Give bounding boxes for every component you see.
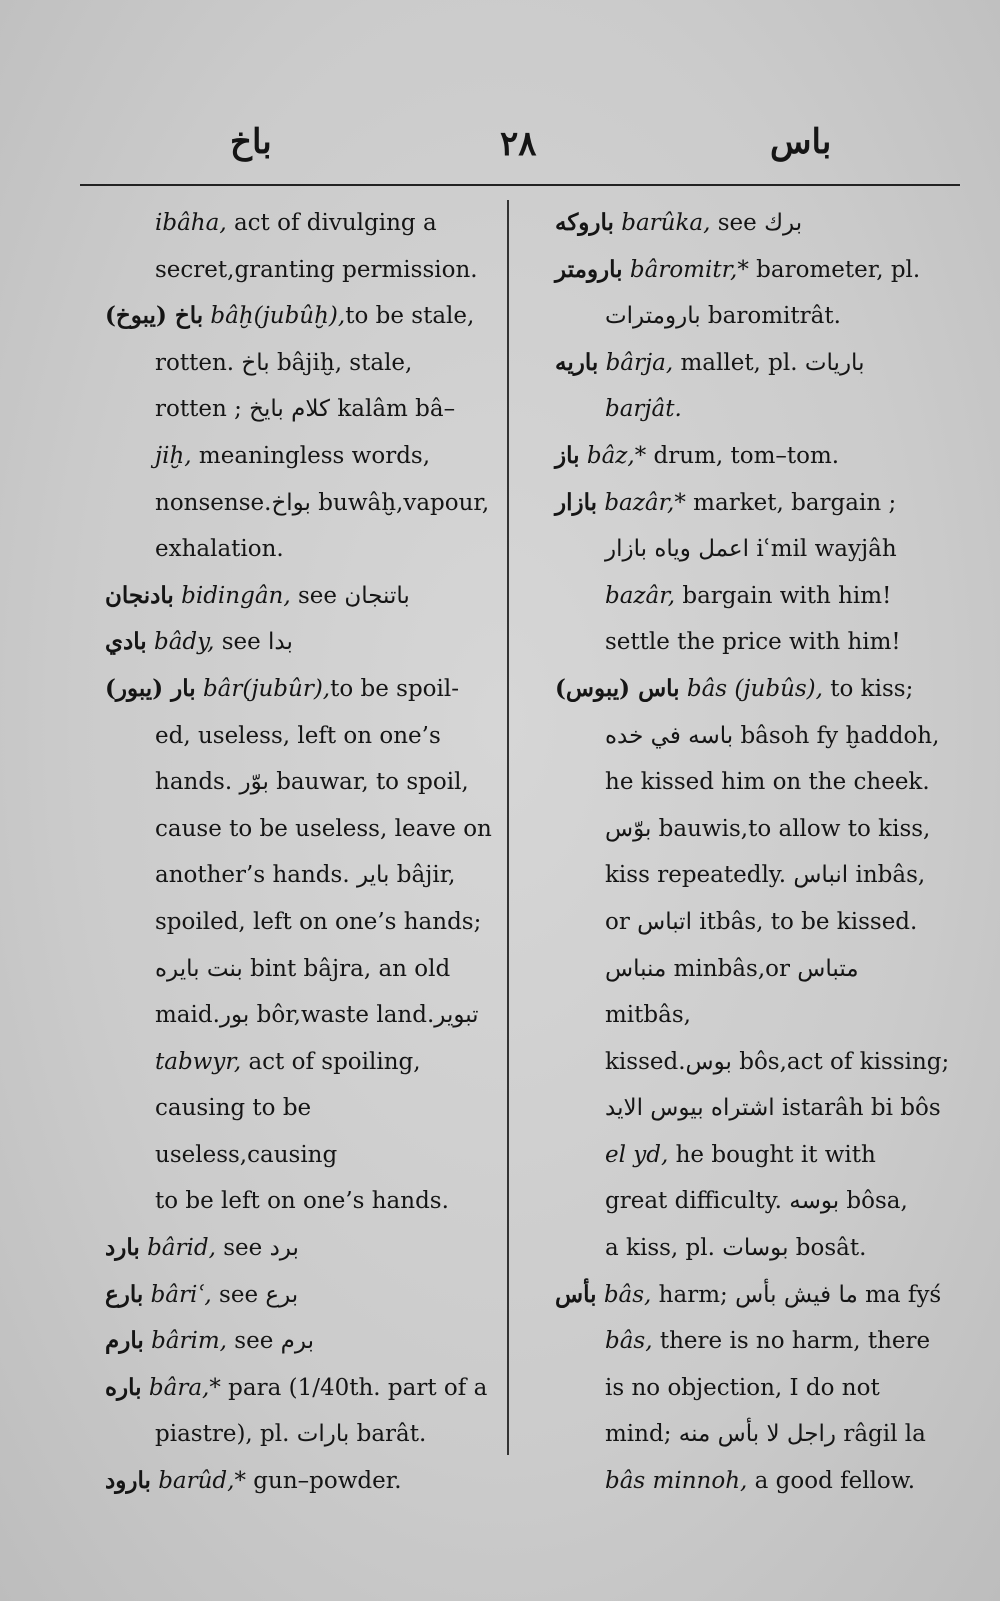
- definition-text: بوّس bauwis,to allow to kiss,: [605, 815, 931, 842]
- dictionary-line: [605, 946, 950, 1039]
- transliteration: bâr(jubûr),: [202, 675, 331, 702]
- dictionary-line: [555, 200, 950, 247]
- dictionary-line: [605, 899, 950, 946]
- transliteration: bâz,*: [586, 442, 647, 469]
- definition-text: he bought it with: [668, 1141, 876, 1168]
- definition-text: a good fellow.: [747, 1468, 916, 1495]
- dictionary-line: [155, 200, 500, 247]
- arabic-headword: باخ (يبوخ): [105, 302, 204, 330]
- dictionary-line: [605, 1411, 950, 1458]
- arabic-headword: بارود: [105, 1467, 151, 1495]
- definition-text: to be spoil-: [330, 675, 460, 702]
- definition-text: market, bargain ;: [685, 489, 897, 516]
- dictionary-line: [605, 1458, 950, 1505]
- dictionary-line: [605, 1225, 950, 1272]
- left-column: [105, 200, 500, 1505]
- dictionary-line: [555, 247, 950, 294]
- dictionary-line: [605, 806, 950, 853]
- definition-text: para (1/40th. part of a: [220, 1374, 488, 1401]
- arabic-headword: بارد: [105, 1234, 140, 1262]
- dictionary-line: [605, 619, 950, 666]
- dictionary-line: [605, 1178, 950, 1225]
- definition-text: see برم: [227, 1328, 314, 1355]
- definition-text: act of spoiling,: [241, 1048, 421, 1075]
- dictionary-line: [155, 1039, 500, 1086]
- definition-text: see برع: [211, 1281, 299, 1308]
- dictionary-line: [555, 433, 950, 480]
- dictionary-line: [605, 852, 950, 899]
- transliteration: jiḫ,: [155, 442, 192, 469]
- dictionary-line: [155, 386, 500, 433]
- definition-text: or اتباس itbâs, to be kissed.: [605, 908, 918, 935]
- definition-text: nonsense.بواخ buwâḫ,vapour,: [155, 489, 490, 516]
- transliteration: bârim,: [151, 1328, 227, 1355]
- dictionary-line: [555, 480, 950, 527]
- arabic-headword: بارع: [105, 1280, 144, 1308]
- arabic-headword: باس (يبوس): [555, 674, 680, 702]
- arabic-headword: بارومتر: [555, 255, 623, 283]
- definition-text: barometer, pl.: [748, 256, 921, 283]
- dictionary-line: [605, 1085, 950, 1132]
- arabic-headword: بادي: [105, 628, 147, 656]
- definition-text: mind; راجل لا بأس منه râgil la: [605, 1421, 926, 1448]
- definition-text: harm; ما فيش بأس ma fyś: [651, 1281, 942, 1308]
- right-column: [555, 200, 950, 1505]
- dictionary-line: [605, 713, 950, 760]
- dictionary-line: [605, 1365, 950, 1412]
- dictionary-line: [155, 946, 500, 993]
- dictionary-line: [605, 293, 950, 340]
- dictionary-line: [105, 1272, 500, 1319]
- transliteration: bidingân,: [181, 582, 291, 609]
- transliteration: bâromitr,*: [629, 256, 749, 283]
- transliteration: bâs minnoh,: [605, 1468, 748, 1495]
- transliteration: ibâha,: [155, 210, 227, 236]
- definition-text: باسه في خده bâsoh fy ḫaddoh,: [605, 722, 940, 749]
- definition-text: to be stale,: [345, 303, 475, 330]
- dictionary-line: [105, 1318, 500, 1365]
- definition-text: see برد: [215, 1235, 299, 1262]
- dictionary-line: [155, 992, 500, 1039]
- definition-text: causing to be useless,causing: [155, 1095, 338, 1168]
- arabic-headword: بارم: [105, 1327, 144, 1355]
- dictionary-line: [605, 573, 950, 620]
- definition-text: bargain with him!: [675, 582, 892, 609]
- dictionary-line: [155, 806, 500, 853]
- arabic-headword: بازار: [555, 488, 598, 516]
- dictionary-line: [155, 1178, 500, 1225]
- definition-text: hands. بوّر bauwar, to spoil,: [155, 769, 469, 796]
- header-rule: [80, 184, 960, 186]
- dictionary-line: [155, 1411, 500, 1458]
- arabic-headword: بأس: [555, 1280, 597, 1308]
- transliteration: bârid,: [147, 1235, 216, 1262]
- dictionary-line: [105, 573, 500, 620]
- dictionary-line: [555, 666, 950, 713]
- definition-text: act of divulging a: [226, 210, 437, 236]
- dictionary-line: [155, 526, 500, 573]
- page-number: ٢٨: [500, 124, 537, 164]
- definition-text: kiss repeatedly. انباس inbâs,: [605, 862, 926, 889]
- dictionary-line: [605, 759, 950, 806]
- transliteration: barûka,: [621, 210, 711, 236]
- dictionary-line: [155, 247, 500, 294]
- dictionary-line: [605, 1132, 950, 1179]
- definition-text: see بدا: [214, 629, 293, 656]
- arabic-headword: باروكه: [555, 209, 614, 236]
- definition-text: to kiss;: [822, 675, 914, 702]
- dictionary-line: [605, 1318, 950, 1365]
- dictionary-line: [605, 1039, 950, 1086]
- definition-text: a kiss, pl. بوسات bosât.: [605, 1235, 867, 1262]
- definition-text: منباس minbâs,or متباس mitbâs,: [605, 955, 859, 1029]
- dictionary-line: [155, 713, 500, 760]
- dictionary-line: [555, 340, 950, 387]
- dictionary-line: [105, 666, 500, 713]
- dictionary-line: [605, 526, 950, 573]
- definition-text: to be left on one’s hands.: [155, 1188, 449, 1215]
- definition-text: ed, useless, left on one’s: [155, 722, 441, 749]
- transliteration: barjât.: [605, 396, 682, 423]
- dictionary-line: [155, 899, 500, 946]
- definition-text: maid.بور bôr,waste land.تبوير: [155, 1002, 479, 1029]
- arabic-headword: بار (يبور): [105, 674, 196, 702]
- definition-text: بارومترات baromitrât.: [605, 303, 841, 330]
- dictionary-line: [155, 852, 500, 899]
- definition-text: see باتنجان: [290, 582, 410, 609]
- definition-text: another’s hands. باير bâjir,: [155, 862, 456, 889]
- dictionary-line: [105, 293, 500, 340]
- arabic-headword: باز: [555, 441, 580, 469]
- header-right-keyword: باس: [770, 122, 832, 162]
- transliteration: bâḫ(jubûḫ),: [210, 303, 346, 330]
- transliteration: bâdy,: [153, 629, 215, 656]
- definition-text: meaningless words,: [191, 442, 431, 469]
- definition-text: great difficulty. بوسه bôsa,: [605, 1188, 908, 1215]
- definition-text: اعمل وياه بازار iʿmil wayjâh: [605, 536, 897, 563]
- dictionary-line: [155, 480, 500, 527]
- dictionary-line: [105, 1225, 500, 1272]
- definition-text: he kissed him on the cheek.: [605, 769, 930, 796]
- definition-text: drum, tom–tom.: [646, 442, 840, 469]
- dictionary-line: [555, 1272, 950, 1319]
- dictionary-line: [155, 759, 500, 806]
- definition-text: gun–powder.: [245, 1468, 402, 1495]
- transliteration: barûd,*: [158, 1468, 246, 1495]
- definition-text: there is no harm, there: [652, 1328, 931, 1355]
- dictionary-line: [105, 619, 500, 666]
- dictionary-line: [155, 1085, 500, 1178]
- transliteration: bâs,: [605, 1328, 653, 1355]
- definition-text: rotten ; كلام بايخ kalâm bâ–: [155, 396, 456, 423]
- definition-text: بنت بايره bint bâjra, an old: [155, 955, 451, 982]
- definition-text: secret,granting permission.: [155, 256, 478, 283]
- definition-text: is no objection, I do not: [605, 1374, 880, 1401]
- definition-text: spoiled, left on one’s hands;: [155, 908, 482, 935]
- dictionary-line: [105, 1365, 500, 1412]
- transliteration: bâs (jubûs),: [686, 675, 823, 702]
- definition-text: exhalation.: [155, 536, 284, 563]
- arabic-headword: باره: [105, 1373, 142, 1401]
- definition-text: rotten. باخ bâjiḫ, stale,: [155, 349, 413, 376]
- transliteration: bazâr,: [605, 582, 676, 609]
- transliteration: bârja,: [605, 349, 674, 376]
- arabic-headword: باريه: [555, 348, 599, 376]
- transliteration: bâs,: [603, 1281, 652, 1308]
- transliteration: bâra,*: [148, 1374, 221, 1401]
- transliteration: bâriʿ,: [150, 1281, 212, 1308]
- definition-text: kissed.بوس bôs,act of kissing;: [605, 1048, 950, 1075]
- header-left-keyword: باخ: [230, 122, 272, 162]
- dictionary-line: [605, 386, 950, 433]
- arabic-headword: بادنجان: [105, 581, 174, 609]
- transliteration: el yd,: [605, 1141, 669, 1168]
- column-divider: [507, 200, 509, 1455]
- definition-text: piastre), pl. بارات barât.: [155, 1421, 427, 1448]
- definition-text: اشتراه بيوس الايد istarâh bi bôs: [605, 1095, 941, 1122]
- dictionary-line: [155, 433, 500, 480]
- definition-text: cause to be useless, leave on: [155, 815, 492, 842]
- transliteration: bazâr,*: [604, 489, 686, 516]
- dictionary-line: [105, 1458, 500, 1505]
- dictionary-line: [155, 340, 500, 387]
- transliteration: tabwyr,: [155, 1048, 242, 1075]
- definition-text: settle the price with him!: [605, 629, 901, 656]
- definition-text: see برك: [710, 210, 803, 236]
- page-header: [80, 122, 960, 172]
- definition-text: mallet, pl. باريات: [673, 349, 865, 376]
